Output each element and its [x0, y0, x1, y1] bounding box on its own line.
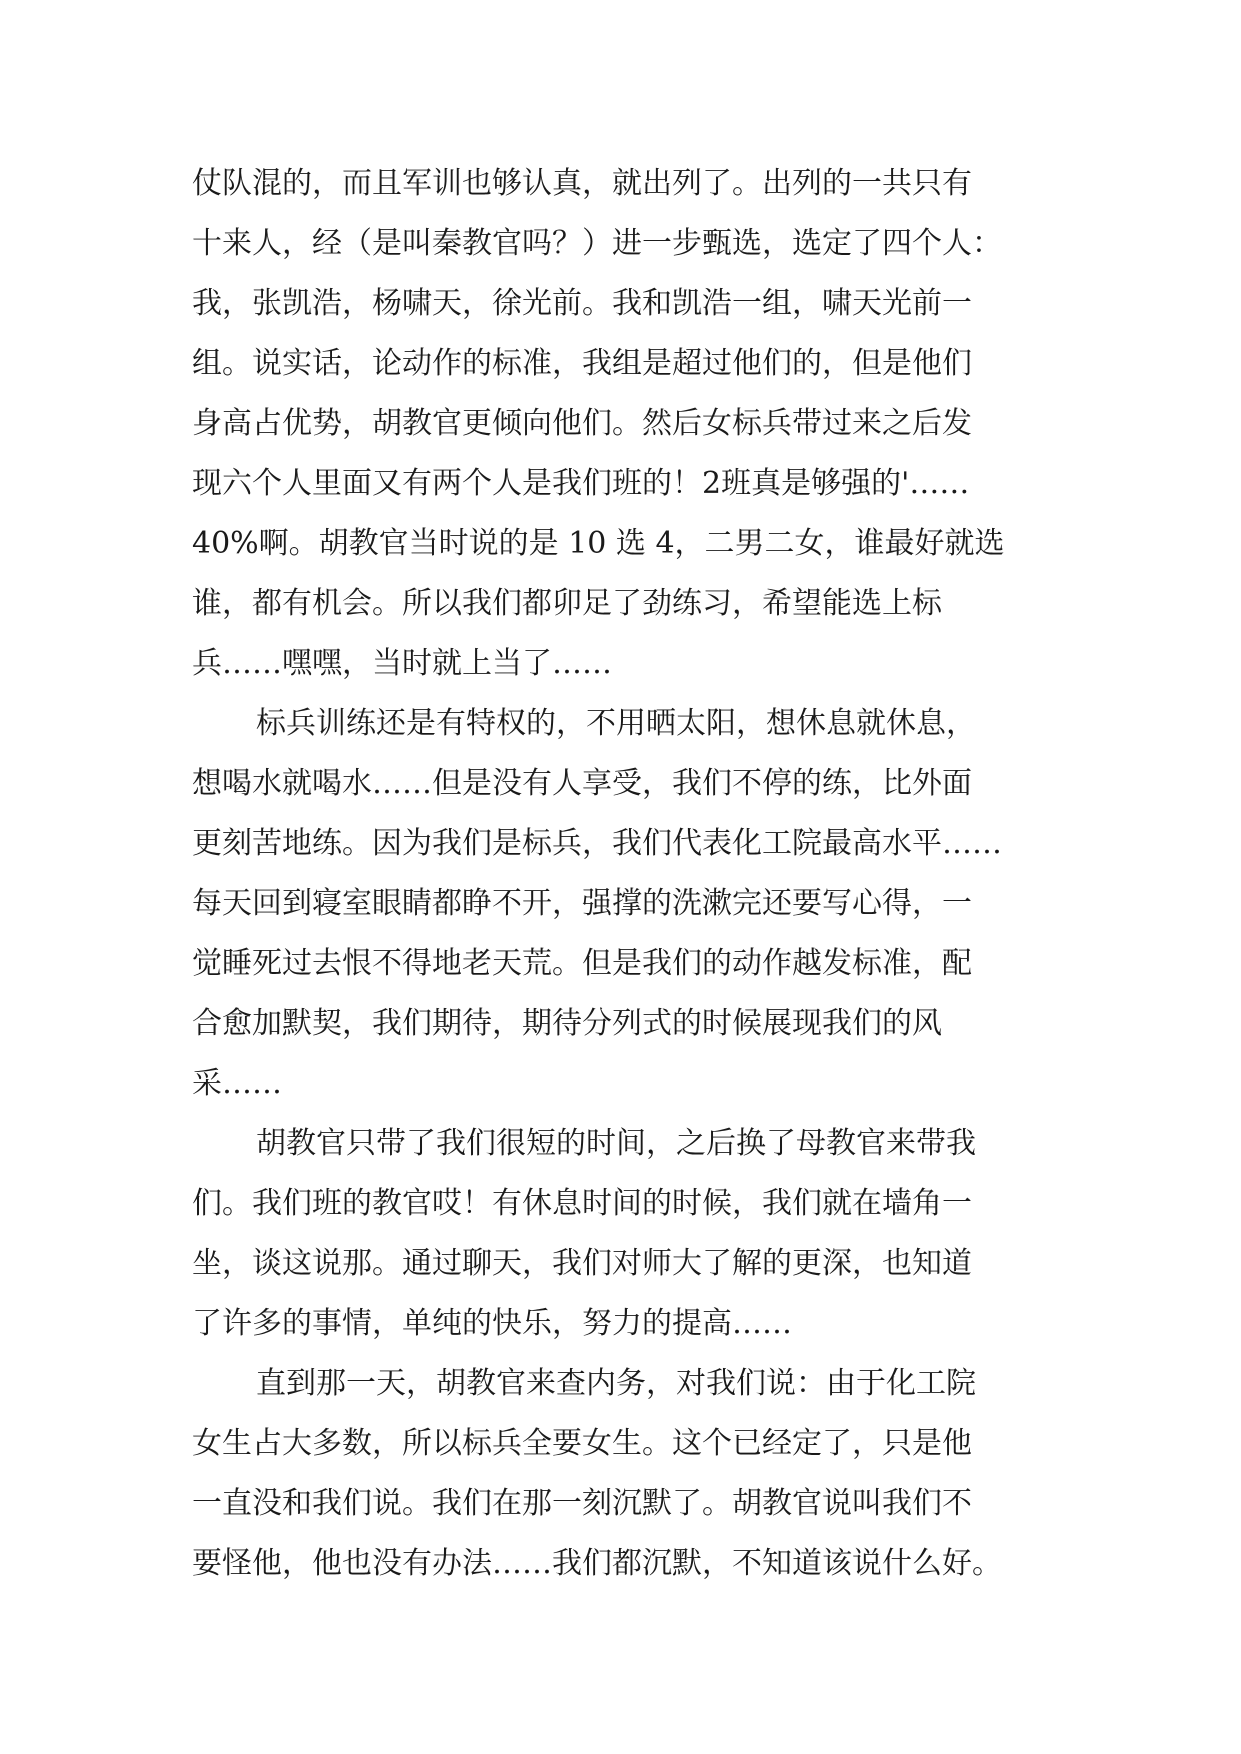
text-line: 身高占优势，胡教官更倾向他们。然后女标兵带过来之后发 — [192, 406, 972, 441]
text-line: 组。说实话，论动作的标准，我组是超过他们的，但是他们 — [192, 346, 972, 381]
body-text — [192, 154, 1062, 1594]
text-line: 每天回到寝室眼睛都睁不开，强撑的洗漱完还要写心得，一 — [192, 886, 972, 921]
text-line: 十来人，经（是叫秦教官吗？）进一步甄选，选定了四个人： — [192, 226, 1002, 261]
text-line: 合愈加默契，我们期待，期待分列式的时候展现我们的风 — [192, 1006, 942, 1041]
text-line: 要怪他，他也没有办法……我们都沉默，不知道该说什么好。 — [192, 1546, 1002, 1581]
paragraph-first-line: 直到那一天，胡教官来查内务，对我们说：由于化工院 — [256, 1366, 976, 1401]
text-line: 了许多的事情，单纯的快乐，努力的提高…… — [192, 1306, 792, 1341]
paragraph-first-line: 标兵训练还是有特权的，不用晒太阳，想休息就休息， — [256, 706, 976, 741]
text-line: 一直没和我们说。我们在那一刻沉默了。胡教官说叫我们不 — [192, 1486, 972, 1521]
text-line: 我，张凯浩，杨啸天，徐光前。我和凯浩一组，啸天光前一 — [192, 286, 972, 321]
text-line: 仗队混的，而且军训也够认真，就出列了。出列的一共只有 — [192, 166, 972, 201]
text-line: 坐，谈这说那。通过聊天，我们对师大了解的更深，也知道 — [192, 1246, 972, 1281]
text-line: 觉睡死过去恨不得地老天荒。但是我们的动作越发标准，配 — [192, 946, 972, 981]
text-line: 们。我们班的教官哎！有休息时间的时候，我们就在墙角一 — [192, 1186, 972, 1221]
text-line: 女生占大多数，所以标兵全要女生。这个已经定了，只是他 — [192, 1426, 972, 1461]
text-line: 兵……嘿嘿，当时就上当了…… — [192, 646, 612, 681]
text-line: 40%啊。胡教官当时说的是 10 选 4，二男二女，谁最好就选 — [192, 526, 1005, 561]
text-line: 采…… — [192, 1066, 282, 1101]
text-line: 更刻苦地练。因为我们是标兵，我们代表化工院最高水平…… — [192, 826, 1002, 861]
paragraph-first-line: 胡教官只带了我们很短的时间，之后换了母教官来带我 — [256, 1126, 976, 1161]
text-line: 现六个人里面又有两个人是我们班的！2班真是够强的'…… — [192, 466, 970, 501]
text-line: 谁，都有机会。所以我们都卯足了劲练习，希望能选上标 — [192, 586, 942, 621]
text-line: 想喝水就喝水……但是没有人享受，我们不停的练，比外面 — [192, 766, 972, 801]
